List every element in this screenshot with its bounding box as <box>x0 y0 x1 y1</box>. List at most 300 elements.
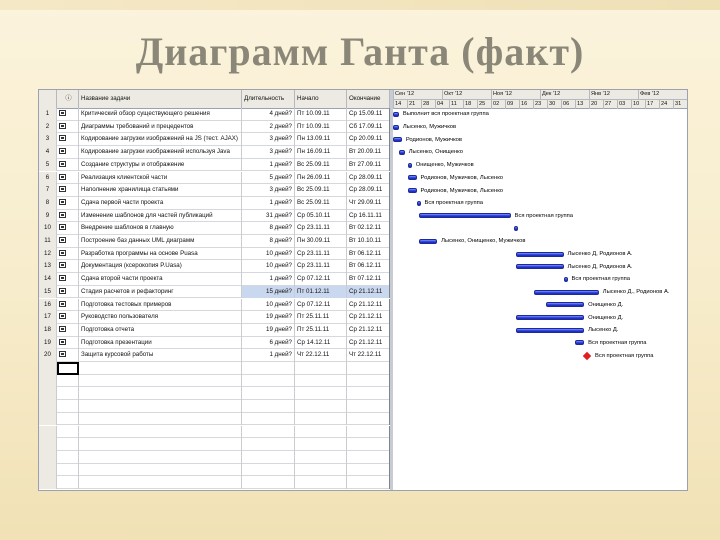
task-icon <box>59 199 66 205</box>
task-finish[interactable] <box>347 476 390 489</box>
timescale-day: 20 <box>589 100 603 109</box>
timescale-day: 30 <box>547 100 561 109</box>
row-id[interactable]: 15 <box>39 286 57 299</box>
table-row[interactable] <box>39 375 390 388</box>
row-id[interactable]: 4 <box>39 146 57 159</box>
task-duration[interactable] <box>242 413 295 426</box>
timescale-month: Окт '12 <box>442 90 491 99</box>
row-indicator <box>57 438 79 451</box>
col-header-duration[interactable]: Длительность <box>242 90 295 108</box>
timescale-day: 09 <box>505 100 519 109</box>
task-name[interactable]: Сдача первой части проекта <box>79 197 242 210</box>
task-name[interactable]: Руководство пользователя <box>79 311 242 324</box>
task-start[interactable] <box>295 400 347 413</box>
row-id[interactable]: 6 <box>39 172 57 185</box>
task-name[interactable]: Разработка программы на основе Puasa <box>79 248 242 261</box>
task-duration[interactable]: 4 дней? <box>242 108 295 121</box>
row-id[interactable] <box>39 375 57 388</box>
task-finish[interactable]: Ср 15.09.11 <box>347 108 390 121</box>
timescale-month: Сен '12 <box>393 90 442 99</box>
task-start[interactable] <box>295 426 347 439</box>
task-icon <box>59 326 66 332</box>
resource-label: Онищенко, Мужичков <box>415 162 474 169</box>
timescale-month: Янв '12 <box>589 90 638 99</box>
row-indicator <box>57 133 79 146</box>
row-indicator <box>57 400 79 413</box>
resource-label: Лысенко Д., Родионов А. <box>602 289 670 296</box>
task-start[interactable]: Вс 25.09.11 <box>295 197 347 210</box>
task-name[interactable] <box>79 464 242 477</box>
task-bar[interactable] <box>408 175 417 180</box>
task-icon <box>59 288 66 294</box>
row-id[interactable] <box>39 413 57 426</box>
milestone-marker[interactable] <box>583 351 591 359</box>
row-id[interactable]: 11 <box>39 235 57 248</box>
timescale-day: 13 <box>575 100 589 109</box>
resource-label: Вся проектная группа <box>595 352 654 359</box>
timescale-day: 31 <box>673 100 687 109</box>
timescale-day: 23 <box>533 100 547 109</box>
task-finish[interactable]: Вт 20.09.11 <box>347 146 390 159</box>
row-indicator <box>57 299 79 312</box>
row-id[interactable] <box>39 400 57 413</box>
row-id[interactable]: 19 <box>39 337 57 350</box>
task-duration[interactable]: 8 дней? <box>242 235 295 248</box>
task-icon <box>59 351 66 357</box>
row-id[interactable] <box>39 476 57 489</box>
row-indicator <box>57 413 79 426</box>
task-icon <box>59 275 66 281</box>
task-name[interactable]: Кодирование загрузки изображений на JS (тест. AJAX) <box>79 133 242 146</box>
task-duration[interactable] <box>242 362 295 375</box>
row-id[interactable]: 16 <box>39 299 57 312</box>
table-row[interactable] <box>39 299 390 312</box>
timescale-day: 14 <box>393 100 407 109</box>
task-name[interactable]: Сдача второй части проекта <box>79 273 242 286</box>
task-bar[interactable] <box>564 277 568 282</box>
task-bar[interactable] <box>417 201 421 206</box>
task-start[interactable]: Пн 13.09.11 <box>295 133 347 146</box>
table-row[interactable] <box>39 222 390 235</box>
task-duration[interactable]: 10 дней? <box>242 260 295 273</box>
task-finish[interactable]: Чт 22.12.11 <box>347 349 390 362</box>
task-bar[interactable] <box>419 213 510 218</box>
table-row[interactable] <box>39 464 390 477</box>
table-row[interactable] <box>39 184 390 197</box>
task-name[interactable] <box>79 476 242 489</box>
task-icon <box>59 135 66 141</box>
row-id[interactable]: 5 <box>39 159 57 172</box>
task-start[interactable] <box>295 413 347 426</box>
task-name[interactable]: Стадия расчетов и рефакторинг <box>79 286 242 299</box>
task-duration[interactable]: 3 дней? <box>242 133 295 146</box>
row-id[interactable]: 10 <box>39 222 57 235</box>
task-bar[interactable] <box>393 125 399 130</box>
task-duration[interactable]: 3 дней? <box>242 184 295 197</box>
task-start[interactable]: Вс 25.09.11 <box>295 184 347 197</box>
row-id[interactable] <box>39 451 57 464</box>
task-name[interactable]: Подготовка тестовых примеров <box>79 299 242 312</box>
task-duration[interactable] <box>242 476 295 489</box>
task-finish[interactable] <box>347 426 390 439</box>
table-row[interactable] <box>39 362 390 375</box>
task-start[interactable]: Чт 22.12.11 <box>295 349 347 362</box>
task-name[interactable]: Внедрение шаблонов в главную <box>79 222 242 235</box>
task-start[interactable]: Пн 26.09.11 <box>295 172 347 185</box>
table-row[interactable] <box>39 133 390 146</box>
row-indicator <box>57 260 79 273</box>
task-start[interactable] <box>295 387 347 400</box>
task-finish[interactable] <box>347 438 390 451</box>
task-start[interactable]: Пн 16.09.11 <box>295 146 347 159</box>
resource-label: Лысенко Д. <box>588 327 619 334</box>
row-indicator <box>57 197 79 210</box>
task-start[interactable]: Ср 07.12.11 <box>295 273 347 286</box>
task-name[interactable] <box>79 413 242 426</box>
task-bar[interactable] <box>516 328 584 333</box>
task-start[interactable]: Ср 05.10.11 <box>295 210 347 223</box>
task-finish[interactable]: Ср 21.12.11 <box>347 311 390 324</box>
task-name[interactable]: Построение баз данных UML диаграмм <box>79 235 242 248</box>
task-table <box>39 108 390 490</box>
task-bar[interactable] <box>575 340 584 345</box>
task-start[interactable]: Ср 07.12.11 <box>295 299 347 312</box>
table-row[interactable] <box>39 311 390 324</box>
task-finish[interactable]: Ср 21.12.11 <box>347 324 390 337</box>
row-indicator <box>57 476 79 489</box>
task-duration[interactable] <box>242 375 295 388</box>
top-stripe <box>0 0 720 10</box>
task-finish[interactable] <box>347 413 390 426</box>
row-id[interactable]: 20 <box>39 349 57 362</box>
task-finish[interactable]: Ср 28.09.11 <box>347 172 390 185</box>
timescale-months <box>393 90 687 99</box>
task-finish[interactable] <box>347 387 390 400</box>
row-id[interactable]: 14 <box>39 273 57 286</box>
task-duration[interactable]: 2 дней? <box>242 121 295 134</box>
row-id[interactable]: 13 <box>39 260 57 273</box>
task-icon <box>59 313 66 319</box>
row-indicator <box>57 235 79 248</box>
task-name[interactable] <box>79 426 242 439</box>
resource-label: Лысенко, Онищенко, Мужичков <box>441 238 526 245</box>
table-row[interactable] <box>39 260 390 273</box>
task-bar[interactable] <box>516 264 563 269</box>
task-finish[interactable]: Ср 16.11.11 <box>347 210 390 223</box>
row-indicator <box>57 426 79 439</box>
row-indicator <box>57 172 79 185</box>
task-duration[interactable]: 1 дней? <box>242 159 295 172</box>
task-duration[interactable]: 15 дней? <box>242 286 295 299</box>
task-name[interactable] <box>79 387 242 400</box>
task-start[interactable]: Ср 23.11.11 <box>295 248 347 261</box>
table-row[interactable] <box>39 349 390 362</box>
task-finish[interactable]: Ср 21.12.11 <box>347 337 390 350</box>
table-row[interactable] <box>39 146 390 159</box>
task-name[interactable] <box>79 438 242 451</box>
task-duration[interactable]: 19 дней? <box>242 324 295 337</box>
timescale-day: 11 <box>449 100 463 109</box>
gantt-window <box>38 89 688 491</box>
timescale-day: 04 <box>435 100 449 109</box>
timescale-day: 21 <box>407 100 421 109</box>
task-start[interactable]: Ср 14.12.11 <box>295 337 347 350</box>
task-name[interactable]: Подготовка отчета <box>79 324 242 337</box>
table-row[interactable] <box>39 400 390 413</box>
row-indicator <box>57 451 79 464</box>
row-indicator <box>57 121 79 134</box>
row-indicator <box>57 362 79 375</box>
timescale-day: 17 <box>645 100 659 109</box>
timescale-month: Ноя '12 <box>491 90 540 99</box>
row-id[interactable]: 9 <box>39 210 57 223</box>
table-row[interactable] <box>39 337 390 350</box>
row-id[interactable]: 17 <box>39 311 57 324</box>
task-start[interactable]: Пт 25.11.11 <box>295 311 347 324</box>
resource-label: Родионов, Мужичков <box>405 136 462 143</box>
task-finish[interactable]: Сб 17.09.11 <box>347 121 390 134</box>
task-name[interactable] <box>79 362 242 375</box>
row-id[interactable]: 12 <box>39 248 57 261</box>
row-indicator <box>57 184 79 197</box>
task-finish[interactable]: Вт 06.12.11 <box>347 260 390 273</box>
task-bar[interactable] <box>399 150 405 155</box>
task-finish[interactable] <box>347 375 390 388</box>
task-duration[interactable]: 5 дней? <box>242 172 295 185</box>
resource-label: Выполнит вся проектная группа <box>402 111 489 118</box>
task-name[interactable]: Диаграммы требований и прецедентов <box>79 121 242 134</box>
table-header <box>39 90 687 109</box>
table-row[interactable] <box>39 413 390 426</box>
task-name[interactable]: Создание структуры и отображение <box>79 159 242 172</box>
task-name[interactable]: Критический обзор существующего решения <box>79 108 242 121</box>
task-icon <box>59 224 66 230</box>
table-row[interactable] <box>39 197 390 210</box>
task-bar[interactable] <box>393 112 399 117</box>
table-row[interactable] <box>39 387 390 400</box>
task-finish[interactable] <box>347 451 390 464</box>
task-icon <box>59 123 66 129</box>
task-name[interactable]: Изменение шаблонов для частей публикаций <box>79 210 242 223</box>
row-indicator <box>57 324 79 337</box>
table-row[interactable] <box>39 286 390 299</box>
task-icon <box>59 148 66 154</box>
row-indicator <box>57 273 79 286</box>
row-id[interactable]: 2 <box>39 121 57 134</box>
task-bar[interactable] <box>408 188 417 193</box>
table-row[interactable] <box>39 108 390 121</box>
resource-label: Родионов, Мужичков, Лысенко <box>420 174 504 181</box>
task-duration[interactable]: 8 дней? <box>242 222 295 235</box>
task-duration[interactable] <box>242 400 295 413</box>
table-row[interactable] <box>39 172 390 185</box>
row-indicator <box>57 311 79 324</box>
col-header-indicators[interactable]: ⓘ <box>57 90 79 108</box>
timescale-day: 18 <box>463 100 477 109</box>
row-id[interactable] <box>39 426 57 439</box>
task-duration[interactable]: 19 дней? <box>242 311 295 324</box>
row-id[interactable]: 3 <box>39 133 57 146</box>
task-finish[interactable]: Вт 02.12.11 <box>347 222 390 235</box>
resource-label: Вся проектная группа <box>514 212 574 219</box>
task-start[interactable]: Пт 01.12.11 <box>295 286 347 299</box>
row-id[interactable]: 18 <box>39 324 57 337</box>
resource-label: Онищенко Д. <box>588 314 624 321</box>
col-header-start[interactable]: Начало <box>295 90 347 108</box>
task-bar[interactable] <box>514 226 518 231</box>
task-icon <box>59 186 66 192</box>
resource-label: Вся проектная группа <box>588 339 647 346</box>
row-id[interactable]: 7 <box>39 184 57 197</box>
task-duration[interactable]: 6 дней? <box>242 337 295 350</box>
timescale-month: Фев '12 <box>638 90 687 99</box>
task-duration[interactable] <box>242 387 295 400</box>
task-finish[interactable] <box>347 362 390 375</box>
task-start[interactable] <box>295 476 347 489</box>
table-row[interactable] <box>39 426 390 439</box>
timescale-day: 24 <box>659 100 673 109</box>
task-finish[interactable]: Вт 06.12.11 <box>347 248 390 261</box>
task-duration[interactable] <box>242 464 295 477</box>
task-name[interactable]: Наполнение хранилища статьями <box>79 184 242 197</box>
task-finish[interactable]: Вт 10.10.11 <box>347 235 390 248</box>
row-id[interactable]: 1 <box>39 108 57 121</box>
row-indicator <box>57 146 79 159</box>
timescale-day: 28 <box>421 100 435 109</box>
task-name[interactable]: Реализация клиентской части <box>79 172 242 185</box>
task-start[interactable]: Пт 25.11.11 <box>295 324 347 337</box>
task-start[interactable] <box>295 438 347 451</box>
task-duration[interactable]: 31 дней? <box>242 210 295 223</box>
timescale-day: 25 <box>477 100 491 109</box>
row-indicator <box>57 159 79 172</box>
row-indicator <box>57 248 79 261</box>
task-icon <box>59 237 66 243</box>
task-icon <box>59 301 66 307</box>
task-name[interactable] <box>79 400 242 413</box>
row-indicator <box>57 337 79 350</box>
slide-title: Диаграмм Ганта (факт) <box>135 29 585 74</box>
task-duration[interactable] <box>242 426 295 439</box>
table-row[interactable] <box>39 438 390 451</box>
gantt-chart <box>393 108 687 490</box>
table-row[interactable] <box>39 273 390 286</box>
task-finish[interactable]: Ср 28.09.11 <box>347 184 390 197</box>
task-duration[interactable] <box>242 451 295 464</box>
task-finish[interactable]: Вт 07.12.11 <box>347 273 390 286</box>
task-icon <box>59 339 66 345</box>
task-bar[interactable] <box>408 163 412 168</box>
task-start[interactable] <box>295 362 347 375</box>
table-row[interactable] <box>39 248 390 261</box>
resource-label: Вся проектная группа <box>571 276 630 283</box>
timescale-month: Дек '12 <box>540 90 589 99</box>
task-name[interactable]: Защита курсовой работы <box>79 349 242 362</box>
task-start[interactable]: Вс 25.09.11 <box>295 159 347 172</box>
row-indicator <box>57 349 79 362</box>
task-finish[interactable]: Вт 27.09.11 <box>347 159 390 172</box>
timescale-day: 03 <box>617 100 631 109</box>
task-name[interactable]: Кодирование загрузки изображений используя Java <box>79 146 242 159</box>
task-start[interactable]: Пт 10.09.11 <box>295 108 347 121</box>
row-indicator <box>57 286 79 299</box>
task-start[interactable] <box>295 451 347 464</box>
task-finish[interactable] <box>347 400 390 413</box>
table-row[interactable] <box>39 121 390 134</box>
task-finish[interactable] <box>347 464 390 477</box>
task-bar[interactable] <box>516 252 563 257</box>
table-row[interactable] <box>39 476 390 489</box>
row-id[interactable] <box>39 362 57 375</box>
task-start[interactable]: Ср 23.11.11 <box>295 260 347 273</box>
task-duration[interactable]: 10 дней? <box>242 299 295 312</box>
task-start[interactable]: Пт 10.09.11 <box>295 121 347 134</box>
task-bar[interactable] <box>516 315 584 320</box>
task-bar[interactable] <box>546 302 584 307</box>
row-id[interactable] <box>39 464 57 477</box>
table-row[interactable] <box>39 210 390 223</box>
task-finish[interactable]: Ср 21.12.11 <box>347 299 390 312</box>
task-icon <box>59 110 66 116</box>
task-finish[interactable]: Ср 21.12.11 <box>347 286 390 299</box>
task-name[interactable]: Документация (ксерокопия P.Uasa) <box>79 260 242 273</box>
resource-label: Лысенко, Онищенко <box>408 149 463 156</box>
task-name[interactable] <box>79 375 242 388</box>
col-header-finish[interactable]: Окончание <box>347 90 390 108</box>
timescale-day: 06 <box>561 100 575 109</box>
task-name[interactable]: Подготовка презентации <box>79 337 242 350</box>
col-header-task-name[interactable]: Название задачи <box>79 90 242 108</box>
col-header-id[interactable] <box>39 90 57 108</box>
row-id[interactable]: 8 <box>39 197 57 210</box>
table-row[interactable] <box>39 324 390 337</box>
row-indicator <box>57 375 79 388</box>
task-name[interactable] <box>79 451 242 464</box>
task-finish[interactable]: Ср 20.09.11 <box>347 133 390 146</box>
row-indicator <box>57 464 79 477</box>
task-bar[interactable] <box>534 290 599 295</box>
resource-label: Лысенко, Мужичков <box>402 124 457 131</box>
row-indicator <box>57 387 79 400</box>
timescale-day: 10 <box>631 100 645 109</box>
table-row[interactable] <box>39 159 390 172</box>
timescale-day: 27 <box>603 100 617 109</box>
task-bar[interactable] <box>419 239 437 244</box>
task-start[interactable] <box>295 464 347 477</box>
task-duration[interactable]: 1 дней? <box>242 197 295 210</box>
row-id[interactable] <box>39 438 57 451</box>
task-duration[interactable]: 3 дней? <box>242 146 295 159</box>
timescale-day: 16 <box>519 100 533 109</box>
task-finish[interactable]: Чт 29.09.11 <box>347 197 390 210</box>
task-start[interactable]: Ср 23.11.11 <box>295 222 347 235</box>
task-duration[interactable]: 1 дней? <box>242 273 295 286</box>
row-id[interactable] <box>39 387 57 400</box>
resource-label: Лысенко Д, Родионов А. <box>567 263 633 270</box>
task-start[interactable]: Пн 30.09.11 <box>295 235 347 248</box>
task-duration[interactable] <box>242 438 295 451</box>
table-row[interactable] <box>39 235 390 248</box>
row-indicator <box>57 108 79 121</box>
resource-label: Онищенко Д. <box>588 301 624 308</box>
task-duration[interactable]: 1 дней? <box>242 349 295 362</box>
resource-label: Лысенко Д, Родионов А. <box>567 251 633 258</box>
table-row[interactable] <box>39 451 390 464</box>
row-indicator <box>57 222 79 235</box>
task-start[interactable] <box>295 375 347 388</box>
task-duration[interactable]: 10 дней? <box>242 248 295 261</box>
task-bar[interactable] <box>393 137 402 142</box>
